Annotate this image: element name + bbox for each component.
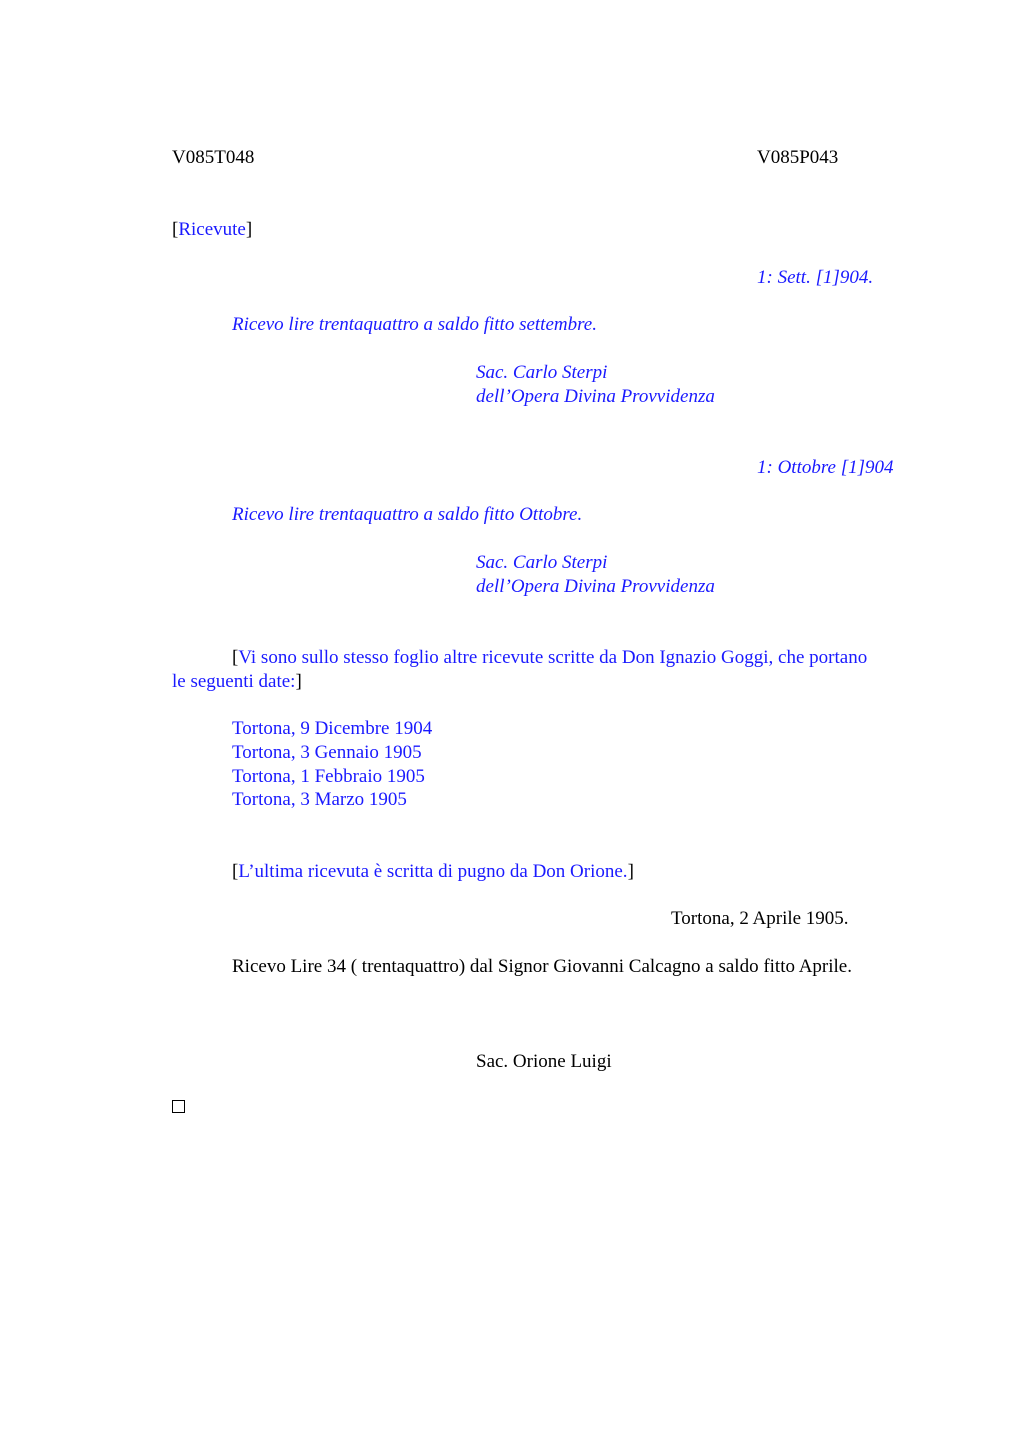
receipt-2-signature-name: Sac. Carlo Sterpi [476, 552, 608, 573]
receipt-2-signature-org: dell’Opera Divina Provvidenza [476, 576, 715, 597]
editorial-note-2 [232, 860, 634, 884]
section-title-text: Ricevute [178, 219, 246, 240]
receipt-1-signature-org: dell’Opera Divina Provvidenza [476, 386, 715, 407]
date-list-item: Tortona, 1 Febbraio 1905 [232, 766, 425, 787]
receipt-1-date: 1: Sett. [1]904. [757, 267, 874, 288]
receipt-1-text: Ricevo lire trentaquattro a saldo fitto settembre. [232, 314, 597, 335]
date-list-item: Tortona, 3 Marzo 1905 [232, 789, 407, 810]
final-receipt-date: Tortona, 2 Aprile 1905. [671, 908, 849, 929]
receipt-2-text: Ricevo lire trentaquattro a saldo fitto Ottobre. [232, 504, 583, 525]
document-code-left: V085T048 [172, 147, 255, 168]
receipt-1-signature-name: Sac. Carlo Sterpi [476, 362, 608, 383]
final-receipt-text: Ricevo Lire 34 ( trentaquattro) dal Signor Giovanni Calcagno a saldo fitto Aprile. [232, 956, 852, 977]
bracket-open: [ [172, 219, 179, 240]
note-2-text: L’ultima ricevuta è scritta di pugno da Don Orione. [238, 861, 628, 882]
bracket-close: ] [295, 671, 302, 692]
editorial-note-1-line-2 [172, 670, 302, 694]
checkbox-icon [172, 1100, 185, 1113]
note-1-text-1: Vi sono sullo stesso foglio altre ricevute scritte da Don Ignazio Goggi, che portano [238, 647, 868, 668]
date-list-item: Tortona, 3 Gennaio 1905 [232, 742, 422, 763]
bracket-open: [ [232, 861, 239, 882]
editorial-note-1-line-1 [232, 646, 867, 670]
bracket-close: ] [245, 219, 253, 240]
final-receipt-signature: Sac. Orione Luigi [476, 1051, 612, 1072]
section-title [172, 218, 252, 242]
date-list-item: Tortona, 9 Dicembre 1904 [232, 718, 433, 739]
document-code-right: V085P043 [757, 147, 839, 168]
note-1-text-2: le seguenti date: [172, 671, 296, 692]
receipt-2-date: 1: Ottobre [1]904 [757, 457, 894, 478]
bracket-open: [ [232, 647, 239, 668]
bracket-close: ] [627, 861, 634, 882]
